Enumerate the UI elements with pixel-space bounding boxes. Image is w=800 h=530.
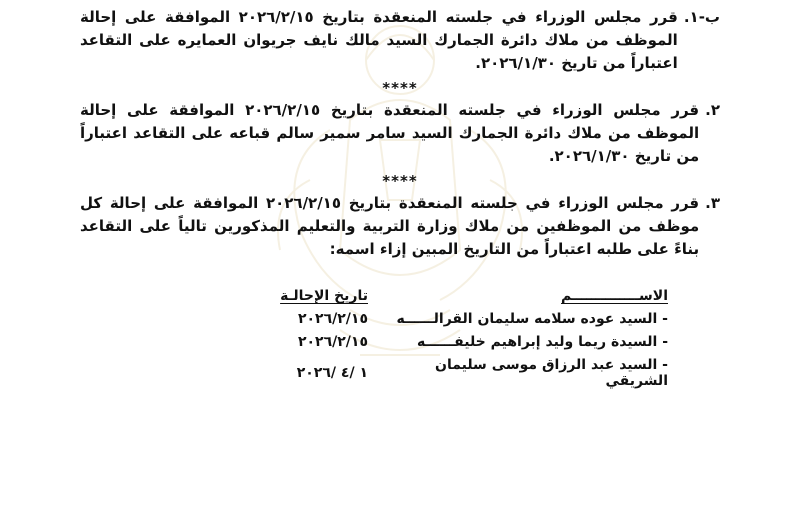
table-header-row	[238, 285, 668, 308]
decision-text: قرر مجلس الوزراء في جلسته المنعقدة بتاريخ ٢٠٢٦/٢/١٥ الموافقة على إحالة الموظف من ملاك دائرة الجمارك السيد سامر سمير سالم قباعه على التقاعد اعتباراً من تاريخ ٢٠٢٦/١/٣٠.	[80, 101, 700, 165]
table-row	[238, 354, 668, 393]
decision-document	[80, 6, 720, 393]
name-column-header: الاســــــــــــــم	[561, 288, 668, 304]
separator-stars: ****	[382, 172, 418, 190]
decision-text: قرر مجلس الوزراء في جلسته المنعقدة بتاريخ ٢٠٢٦/٢/١٥ الموافقة على إحالة كل موظف من الموظفين من ملاك وزارة التربية والتعليم المذكورين تالياً على التقاعد بناءً على طلبه اعتباراً من التاريخ المبين إزاء اسمه:	[80, 194, 700, 258]
retirement-date: ١ /٤ /٢٠٢٦	[296, 365, 368, 381]
retirement-date: ٢٠٢٦/٢/١٥	[297, 311, 368, 327]
retiree-name: - السيد عبد الرزاق موسى سليمان الشريقي	[435, 357, 668, 389]
separator-stars: ****	[382, 79, 418, 97]
decision-item-2	[80, 99, 720, 168]
table-row	[238, 308, 668, 331]
date-column-header: تاريخ الإحالـة	[280, 288, 368, 304]
decision-item-1	[80, 6, 720, 75]
decision-item-3	[80, 192, 720, 261]
decision-text: قرر مجلس الوزراء في جلسته المنعقدة بتاريخ ٢٠٢٦/٢/١٥ الموافقة على إحالة الموظف من ملاك دائرة الجمارك السيد مالك نايف جريوان العمايره على التقاعد اعتباراً من تاريخ ٢٠٢٦/١/٣٠.	[80, 8, 678, 72]
retiree-name: - السيد عوده سلامه سليمان القرالــــــه	[396, 311, 668, 327]
retiree-name: - السيدة ريما وليد إبراهيم خليفــــــه	[416, 334, 668, 350]
item-number: ٢.	[705, 101, 720, 119]
item-number: ٣.	[705, 194, 720, 212]
retirees-table	[238, 285, 668, 393]
retirement-date: ٢٠٢٦/٢/١٥	[297, 334, 368, 350]
item-number: ب-١.	[683, 8, 720, 26]
table-row	[238, 331, 668, 354]
